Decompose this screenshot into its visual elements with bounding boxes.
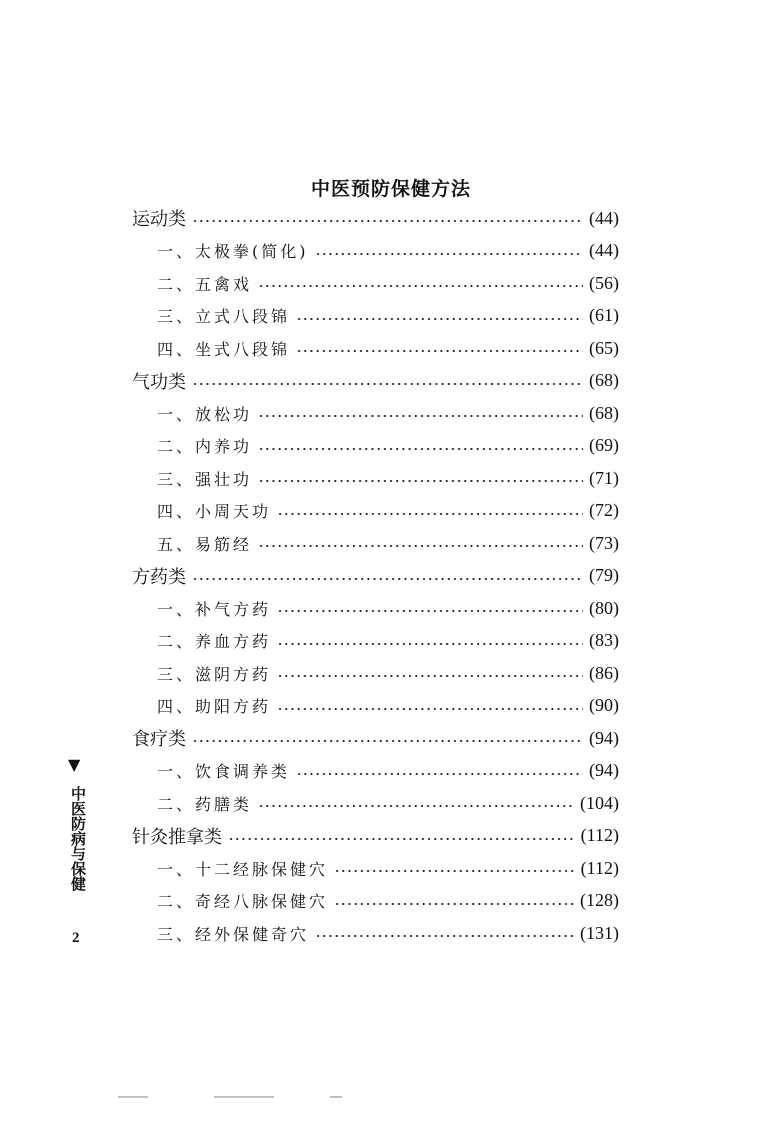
scan-artifact [330,1096,342,1098]
dot-leader [258,790,574,816]
dot-leader [277,693,583,719]
toc-entry[interactable] [157,693,619,719]
toc-entry-label: 一、饮食调养类 [157,762,291,781]
toc-entry[interactable] [157,855,619,881]
toc-entry-label: 二、奇经八脉保健穴 [157,892,329,911]
toc-entry[interactable] [157,498,619,524]
toc-entry-label: 二、养血方药 [157,632,272,651]
toc-entry[interactable] [157,790,619,816]
dot-leader [192,563,583,589]
dot-leader [296,303,583,329]
toc-entry-label: 三、滋阴方药 [157,664,272,684]
dot-leader [296,335,583,361]
toc-entry[interactable] [157,595,619,621]
toc-entry-label: 三、强壮功 [157,469,253,489]
dot-leader [315,920,574,946]
toc-entry-label: 一、太极拳(简化) [157,242,309,261]
toc-entry-label: 一、放松功 [157,404,253,424]
toc-entry-page: (80) [589,597,619,618]
toc-entry-label: 四、助阳方药 [157,697,272,716]
dot-leader [258,400,583,426]
toc-entry-page: (112) [580,857,619,878]
dot-leader [277,628,583,654]
toc-entry[interactable] [132,368,619,394]
toc-entry-label: 二、药膳类 [157,794,253,814]
dot-leader [296,758,583,784]
dot-leader [277,498,583,524]
toc-entry-page: (104) [580,792,619,813]
toc-entry[interactable] [157,660,619,686]
toc-entry[interactable] [157,238,619,264]
toc-entry-page: (69) [589,435,619,455]
toc-entry-page: (79) [589,565,619,585]
toc-entry-page: (68) [589,370,619,390]
toc-entry-page: (128) [580,890,619,910]
section-title: 中医预防保健方法 [310,178,471,200]
toc-entry[interactable] [157,400,619,426]
toc-entry-label: 二、五禽戏 [157,274,253,294]
toc-entry-page: (94) [589,727,619,748]
toc-entry[interactable] [132,725,619,751]
dot-leader [192,725,583,751]
toc-entry[interactable] [157,530,619,556]
toc-entry-page: (112) [580,825,619,845]
toc-entry-label: 气功类 [132,371,186,393]
toc-entry[interactable] [132,205,619,231]
dot-leader [192,205,583,231]
dot-leader [334,855,575,881]
scan-artifact [214,1096,274,1098]
dot-leader [192,368,583,394]
toc-entry-label: 运动类 [132,209,186,230]
scan-artifact [118,1096,148,1098]
toc-entry-page: (71) [589,467,619,488]
toc-entry-page: (94) [589,760,619,780]
toc-entry-label: 二、内养功 [157,437,253,456]
toc-entry[interactable] [157,335,619,361]
toc-entry-label: 三、经外保健奇穴 [157,924,310,944]
dot-leader [258,433,583,459]
dot-leader [258,270,583,296]
dot-leader [228,823,575,849]
triangle-marker-icon: ▼ [68,755,81,774]
toc-entry[interactable] [157,303,619,329]
toc-entry-label: 食疗类 [132,729,186,750]
toc-entry-label: 一、补气方药 [157,599,272,619]
toc-entry[interactable] [132,563,619,589]
toc-entry[interactable] [132,823,619,849]
dot-leader [334,888,574,914]
page-number: 2 [72,930,80,946]
toc-entry-page: (83) [589,630,619,650]
toc-entry[interactable] [157,433,619,459]
dot-leader [258,465,583,491]
toc-entry[interactable] [157,270,619,296]
toc-entry-page: (86) [589,662,619,683]
toc-entry-page: (44) [589,240,619,260]
toc-entry[interactable] [157,888,619,914]
toc-entry-page: (61) [589,305,619,325]
toc-entry-label: 五、易筋经 [157,534,253,554]
toc-entry-label: 三、立式八段锦 [157,307,291,326]
toc-entry-page: (65) [589,337,619,358]
toc-entry[interactable] [157,465,619,491]
dot-leader [277,660,583,686]
dot-leader [258,530,583,556]
toc-entry-page: (56) [589,272,619,293]
toc-entry-page: (90) [589,695,619,715]
toc-entry-page: (73) [589,532,619,553]
toc-entry-page: (72) [589,500,619,520]
toc-entry[interactable] [157,758,619,784]
toc-entry-label: 一、十二经脉保健穴 [157,859,329,879]
toc-entry-label: 四、坐式八段锦 [157,339,291,359]
dot-leader [315,238,584,264]
toc-entry[interactable] [157,628,619,654]
running-title: 中医防病与保健 [69,786,87,891]
toc-entry-label: 方药类 [132,566,186,588]
toc-entry-page: (68) [589,402,619,423]
toc-entry[interactable] [157,920,619,946]
toc-entry-page: (44) [589,207,619,228]
dot-leader [277,595,583,621]
toc-entry-page: (131) [580,922,619,943]
toc-entry-label: 四、小周天功 [157,502,272,521]
toc-entry-label: 针灸推拿类 [132,826,222,848]
